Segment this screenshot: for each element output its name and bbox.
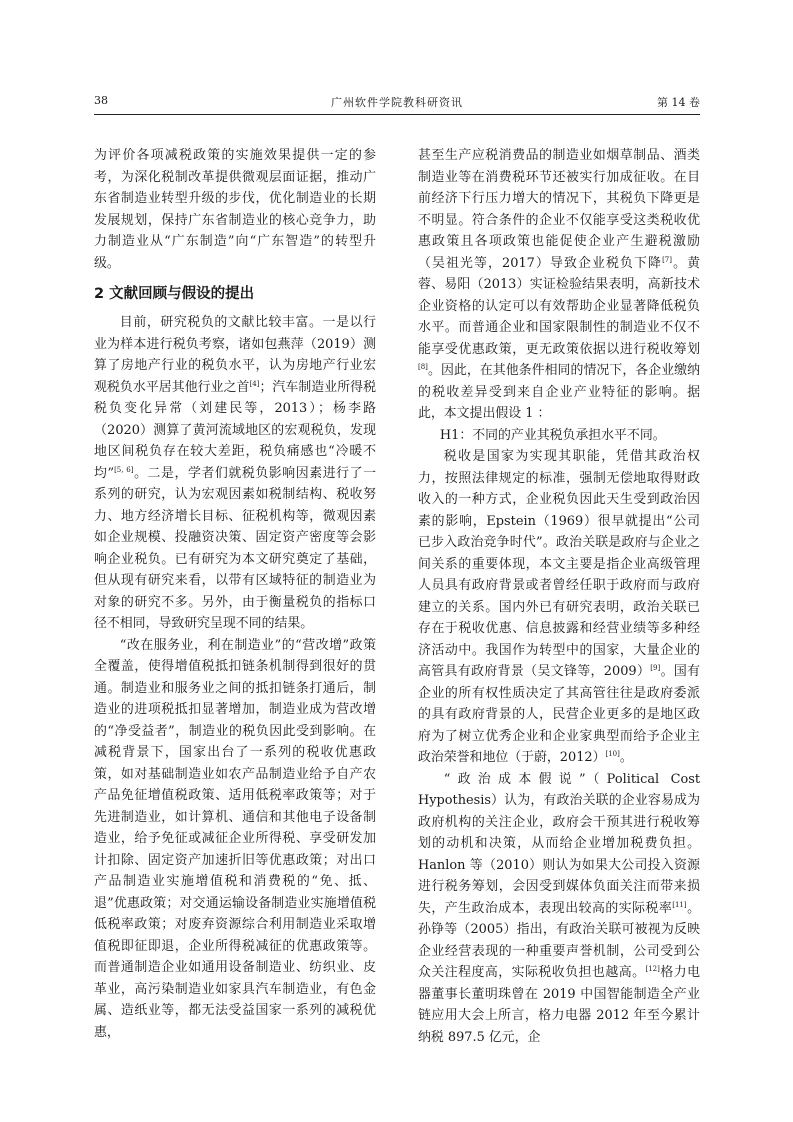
- text-span: 。因此，在其他条件相同的情况下，各企业缴纳的税收差异受到来自企业产业特征的影响。据此，本文提出假设 1 ：: [418, 363, 700, 421]
- political-cost-paragraph: [418, 769, 700, 1049]
- journal-title: 广州软件学院教科研资讯: [331, 96, 463, 109]
- citation-ref: [8]: [418, 363, 428, 371]
- citation-ref: [7]: [662, 255, 672, 264]
- volume-label: 第 14 卷: [657, 96, 700, 109]
- page-number: 38: [94, 94, 108, 107]
- text-span: 目前，研究税负的文献比较丰富。一是以行业为样本进行税负考察，诸如包燕萍（2019）测算了房地产行业的税负水平，认为房地产行业宏观税负水平居其他行业之首: [94, 315, 376, 395]
- running-header: [94, 92, 700, 112]
- citation-ref: [9]: [650, 664, 661, 672]
- text-span: 。黄蓉、易阳（2013）实证检验结果表明，高新技术企业资格的认定可以有效帮助企业显著降低税负水平。而普通企业和国家限制性的制造业不仅不能享受优惠政策，更无政策依据以进行税收筹划: [418, 255, 701, 357]
- header-rule: [94, 114, 700, 115]
- intro-paragraph: 为评价各项减税政策的实施效果提供一定的参考，为深化税制改革提供微观层面证据，推动广东省制造业转型升级的步伐，优化制造业的长期发展规划，保持广东省制造业的核心竞争力，助力制造业从“广东制造”向“广东智造”的转型升级。: [94, 148, 376, 271]
- text-span: 。二是，学者们就税负影响因素进行了一系列的研究，认为宏观因素如税制结构、税收努力、地方经济增长目标、征税机构等，微观因素如企业规模、投融资决策、固定资产密度等会影响企业税负。已有研究为本文研究奠定了基础，但从现有研究来看，以带有区域特征的制造业为对象的研究不多。另外，由于衡量税负的指标口径不相同，导致研究呈现不同的结果。: [94, 465, 377, 631]
- right-column: [418, 145, 700, 1048]
- text-span: 格力电器董事长董明珠曾在 2019 中国智能制造全产业链应用大会上所言，格力电器 2012 年至今累计纳税 897.5 亿元，企: [418, 965, 701, 1045]
- policy-paragraph: “改在服务业，利在制造业”的“营改增”政策全覆盖，使得增值税抵扣链条机制得到很好的贯通。制造业和服务业之间的抵扣链条打通后，制造业的进项税抵扣显著增加，制造业成为营改增的“净受益者”，制造业的税负因此受到影响。在减税背景下，国家出台了一系列的税收优惠政策，如对基础制造业如农产品制造业给予自产农产品免征增值税政策、适用低税率政策等；对于先进制造业，如计算机、通信和其他电子设备制造业，给予免征或减征企业所得税、享受研发加计扣除、固定资产加速折旧等优惠政策；对出口产品制造业实施增值税和消费税的“免、抵、退”优惠政策；对交通运输设备制造业实施增值税低税率政策；对废弃资源综合利用制造业采取增值税即征即退，企业所得税减征的优惠政策等。而普通制造企业如通用设备制造业、纺织业、皮革业，高污染制造业如家具汽车制造业，有色金属、造纸业等，都无法受益国家一系列的减税优惠，: [94, 637, 376, 1040]
- text-span: 。孙铮等（2005）指出，有政治关联可被视为反映企业经营表现的一种重要声誉机制，公司受到公众关注程度高，实际税收负担也越高。: [418, 900, 701, 980]
- literature-paragraph: [94, 312, 376, 635]
- text-span: ；汽车制造业所得税税负变化异常（刘建民等，2013）；杨李路（2020）测算了黄河流域地区的宏观税负，发现地区间税负存在较大差距，税负痛感也“冷暖不均”: [94, 379, 377, 481]
- text-span: 甚至生产应税消费品的制造业如烟草制品、酒类制造业等在消费税环节还被实行加成征收。在目前经济下行压力增大的情况下，其税负下降更是不明显。符合条件的企业不仅能享受这类税收优惠政策且各项政策也能促使企业产生避税激励（吴祖光等，2017）导致企业税负下降: [418, 148, 700, 271]
- citation-ref: [5, 6]: [114, 465, 134, 474]
- text-span: “政治成本假说”（Political Cost Hypothesis）认为，有政治关联的企业容易成为政府机构的关注企业，政府会干预其进行税收筹划的动机和决策，从而给企业增加税费负担。Hanlon 等（2010）则认为如果大公司投入资源进行税务筹划，会因受到媒体负面关注而带来损失，产生政治成本，表现出较高的实际税率: [418, 771, 700, 916]
- citation-ref: [11]: [672, 900, 687, 909]
- political-connection-paragraph: [418, 446, 700, 769]
- hypothesis-1: H1：不同的产业其税负承担水平不同。: [439, 427, 666, 443]
- text-span: 。国有企业的所有权性质决定了其高管往往是政府委派的具有政府背景的人，民营企业更多的是地区政府为了树立优秀企业和企业家典型而给予企业主政治荣誉和地位（于蔚，2012）: [418, 664, 701, 765]
- citation-ref: [4]: [249, 379, 260, 388]
- citation-ref: [12]: [645, 965, 660, 973]
- citation-ref: [10]: [605, 750, 620, 758]
- continued-paragraph: [418, 145, 700, 425]
- left-column: [94, 145, 376, 1043]
- text-span: 税收是国家为实现其职能，凭借其政治权力，按照法律规定的标准，强制无偿地取得财政收入的一种方式，企业税负因此天生受到政治因素的影响，Epstein（1969）很早就提出“公司已步入政治竞争时代”。政治关联是政府与企业之间关系的重要体现，本文主要是指企业高级管理人员具有政府背景或者曾经任职于政府而与政府建立的关系。国内外已有研究表明，政治关联已存在于税收优惠、信息披露和经营业绩等多种经济活动中。我国作为转型中的国家，大量企业的高管具有政府背景（吴文锋等，2009）: [418, 449, 700, 679]
- section-heading: 2 文献回顾与假设的提出: [94, 286, 255, 302]
- text-span: 。: [619, 750, 633, 765]
